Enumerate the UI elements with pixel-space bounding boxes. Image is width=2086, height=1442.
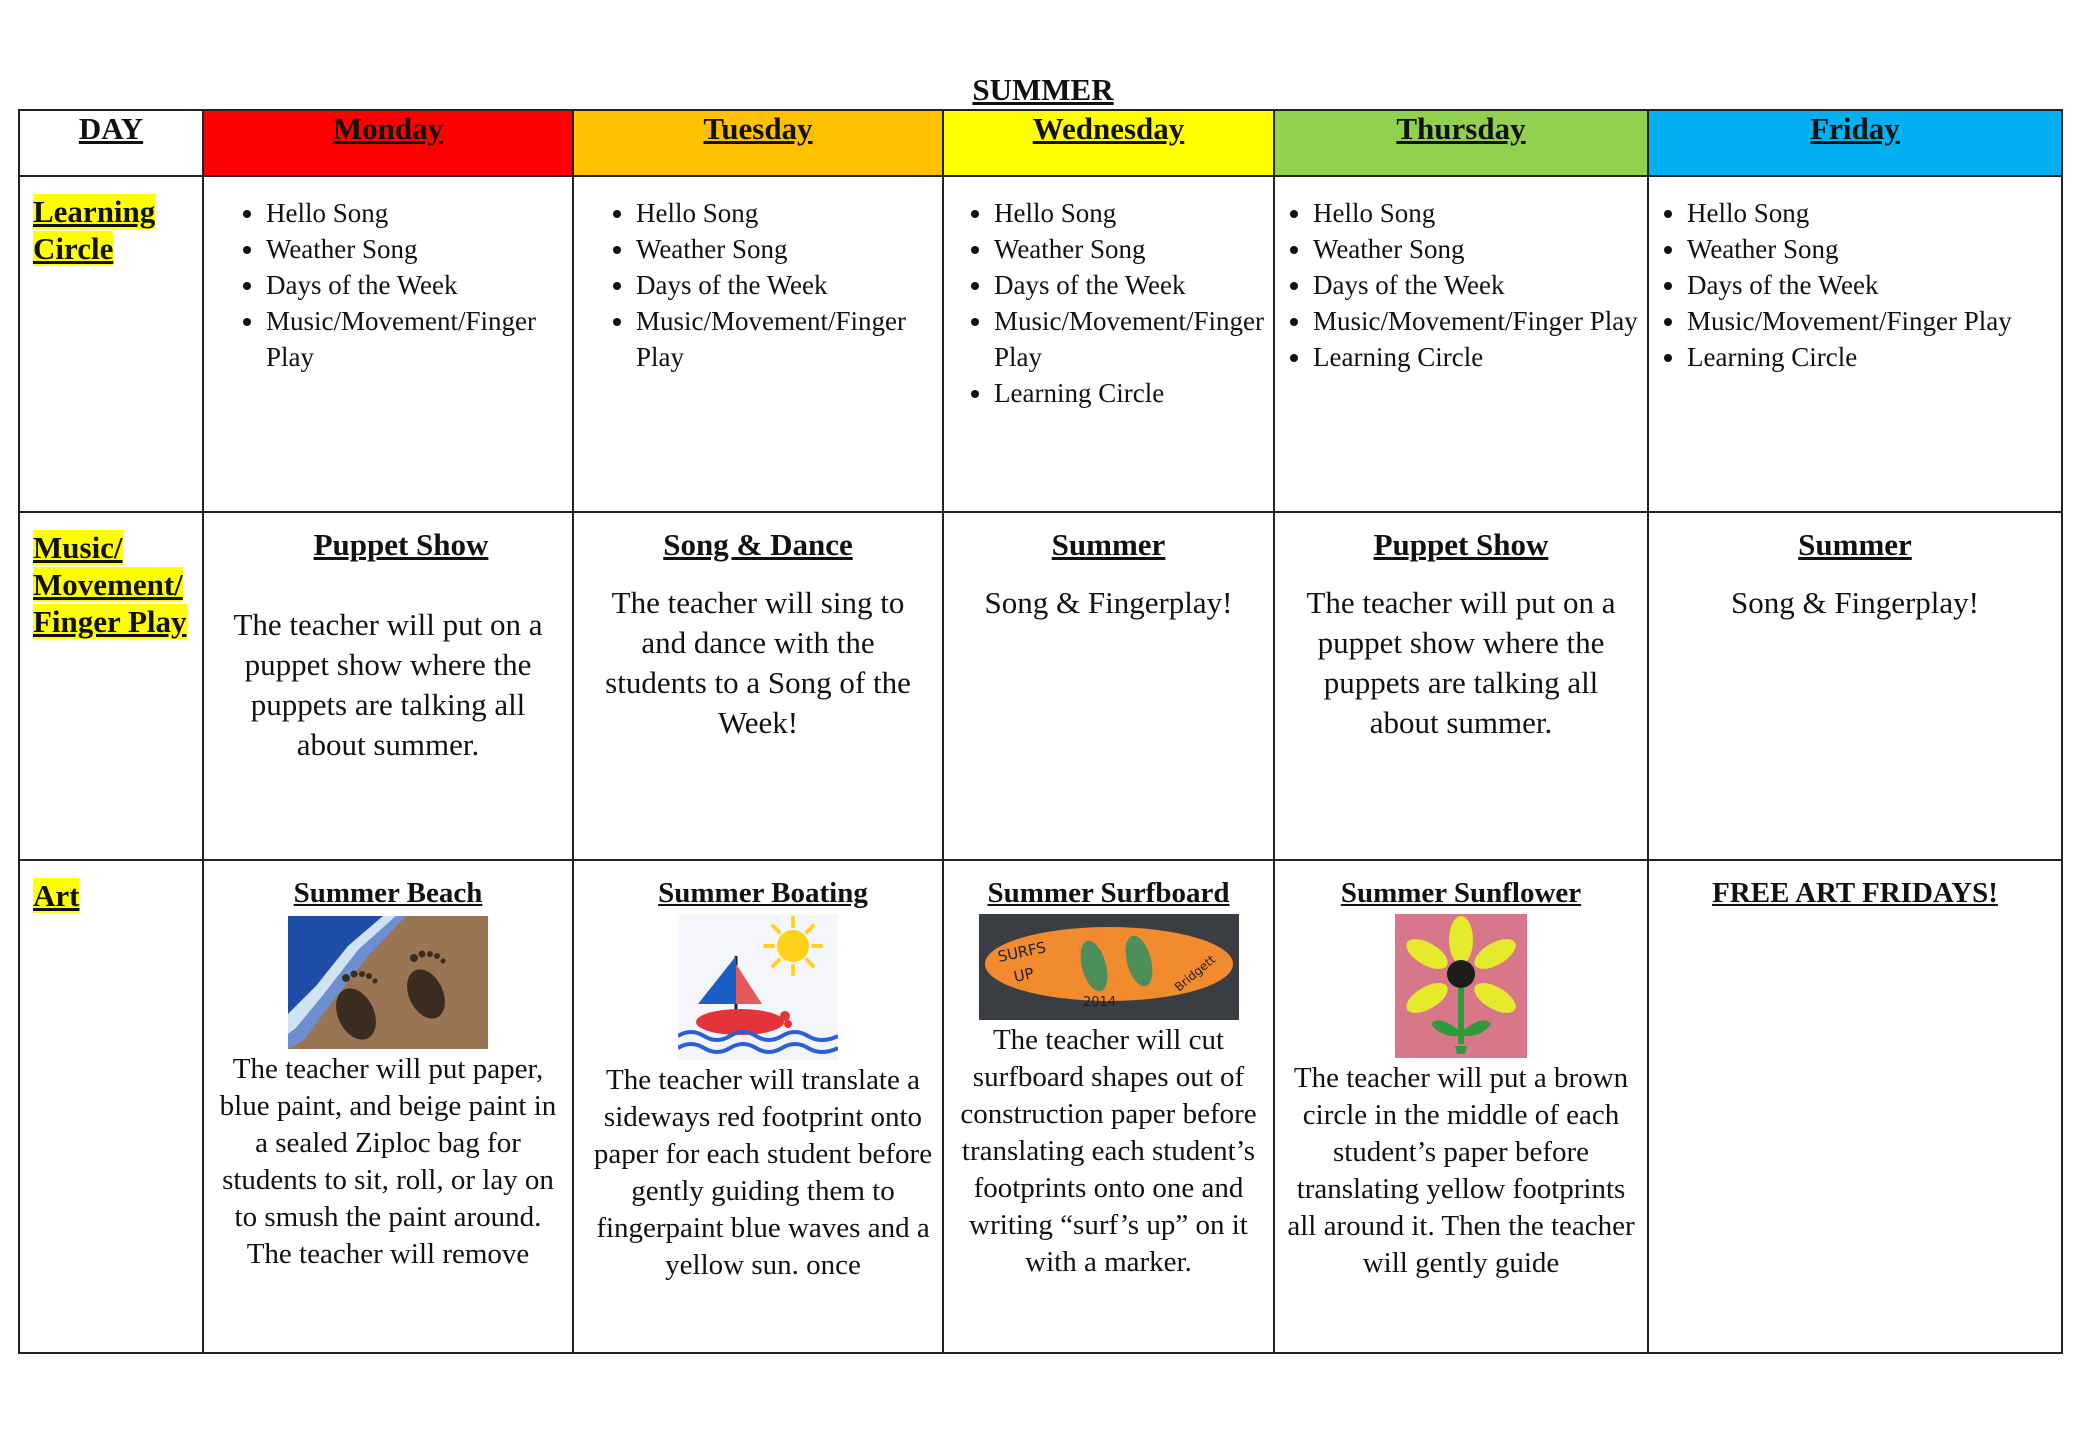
surfboard-text-line1: SURFS xyxy=(995,938,1048,966)
activity-title: Summer Sunflower xyxy=(1340,877,1582,909)
routine-item: • Weather Song xyxy=(994,231,1273,267)
routine-item: • Hello Song xyxy=(636,195,942,231)
art-thursday xyxy=(1274,860,1648,1353)
routine-item: • Music/Movement/Finger Play xyxy=(1313,303,1647,339)
learning-circle-row xyxy=(19,176,2062,512)
routine-item: • Days of the Week xyxy=(1687,267,2061,303)
surfboard-year: 2014 xyxy=(1082,995,1116,1010)
routine-item: • Music/Movement/Finger Play xyxy=(994,303,1273,375)
routine-item: • Hello Song xyxy=(1687,195,2061,231)
routine-item: • Weather Song xyxy=(266,231,572,267)
activity-description: The teacher will put paper, blue paint, and beige paint in a sealed Ziploc bag for students to sit, roll, or lay on to smush the paint around. The teacher will remove xyxy=(219,1053,557,1270)
art-friday xyxy=(1648,860,2062,1353)
header-day: DAY xyxy=(19,110,203,176)
learning-circle-wednesday xyxy=(943,176,1274,512)
beach-footprints-image xyxy=(288,916,488,1049)
page-title: SUMMER xyxy=(972,72,1114,107)
activity-title: Summer Boating xyxy=(658,877,868,909)
header-tuesday: Tuesday xyxy=(573,110,943,176)
header-row xyxy=(19,110,2062,176)
routine-item: • Learning Circle xyxy=(1313,339,1647,375)
music-tuesday xyxy=(573,512,943,860)
header-monday: Monday xyxy=(203,110,573,176)
activity-title: Summer Beach xyxy=(293,877,483,909)
routine-list xyxy=(574,195,942,375)
activity-title: Summer xyxy=(1051,527,1166,562)
music-row xyxy=(19,512,2062,860)
routine-item: • Music/Movement/Finger Play xyxy=(266,303,572,375)
surfboard-name: Bridgett xyxy=(1171,952,1218,995)
music-wednesday xyxy=(943,512,1274,860)
art-wednesday xyxy=(943,860,1274,1353)
activity-description: Song & Fingerplay! xyxy=(984,585,1233,620)
routine-item: • Music/Movement/Finger Play xyxy=(636,303,942,375)
activity-title: Puppet Show xyxy=(1373,527,1549,562)
activity-description: The teacher will put on a puppet show where the puppets are talking all about summer. xyxy=(1306,585,1616,740)
row-label-art: Art xyxy=(19,860,203,1353)
learning-circle-friday xyxy=(1648,176,2062,512)
learning-circle-tuesday xyxy=(573,176,943,512)
activity-description: The teacher will put on a puppet show where the puppets are talking all about summer. xyxy=(233,607,543,762)
activity-description: The teacher will sing to and dance with the students to a Song of the Week! xyxy=(605,585,911,740)
row-label-learning-circle: Learning Circle xyxy=(19,176,203,512)
routine-list xyxy=(944,195,1273,411)
routine-list xyxy=(1275,195,1647,375)
routine-item: • Days of the Week xyxy=(636,267,942,303)
routine-item: • Weather Song xyxy=(1687,231,2061,267)
header-friday: Friday xyxy=(1648,110,2062,176)
activity-description: The teacher will translate a sideways red footprint onto paper for each student before gently guiding them to fingerpaint blue waves and a yellow sun. once xyxy=(593,1064,933,1281)
art-tuesday xyxy=(573,860,943,1353)
activity-description: The teacher will cut surfboard shapes out of construction paper before translating each student’s footprints onto one and writing “surf’s up” on it with a marker. xyxy=(960,1024,1257,1278)
sunflower-footprints-image xyxy=(1395,914,1527,1058)
routine-item: • Days of the Week xyxy=(994,267,1273,303)
learning-circle-monday xyxy=(203,176,573,512)
routine-item: • Weather Song xyxy=(1313,231,1647,267)
weekly-lesson-plan-table xyxy=(18,109,2063,1354)
routine-item: • Learning Circle xyxy=(1687,339,2061,375)
music-friday xyxy=(1648,512,2062,860)
routine-item: • Music/Movement/Finger Play xyxy=(1687,303,2061,339)
routine-item: • Learning Circle xyxy=(994,375,1273,411)
header-wednesday: Wednesday xyxy=(943,110,1274,176)
boat-footprint-image xyxy=(678,914,838,1060)
routine-item: • Days of the Week xyxy=(266,267,572,303)
routine-item: • Days of the Week xyxy=(1313,267,1647,303)
learning-circle-thursday xyxy=(1274,176,1648,512)
activity-description: Song & Fingerplay! xyxy=(1731,585,1979,620)
row-label-music: Music/ Movement/ Finger Play xyxy=(19,512,203,860)
activity-title: Summer Surfboard xyxy=(987,877,1230,909)
activity-title: Song & Dance xyxy=(663,527,853,562)
routine-item: • Hello Song xyxy=(994,195,1273,231)
activity-title: Puppet Show xyxy=(313,527,489,562)
art-monday xyxy=(203,860,573,1353)
activity-description: The teacher will put a brown circle in the middle of each student’s paper before translating yellow footprints all around it. Then the teacher will gently guide xyxy=(1287,1062,1635,1279)
routine-list xyxy=(1649,195,2061,375)
surfboard-text-line2: UP xyxy=(1011,964,1035,986)
header-thursday: Thursday xyxy=(1274,110,1648,176)
routine-item: • Hello Song xyxy=(266,195,572,231)
music-thursday xyxy=(1274,512,1648,860)
routine-item: • Hello Song xyxy=(1313,195,1647,231)
activity-title: FREE ART FRIDAYS! xyxy=(1712,877,1998,909)
routine-item: • Weather Song xyxy=(636,231,942,267)
activity-title: Summer xyxy=(1798,527,1912,562)
routine-list xyxy=(204,195,572,375)
music-monday xyxy=(203,512,573,860)
surfboard-footprints-image xyxy=(979,914,1239,1020)
art-row xyxy=(19,860,2062,1353)
